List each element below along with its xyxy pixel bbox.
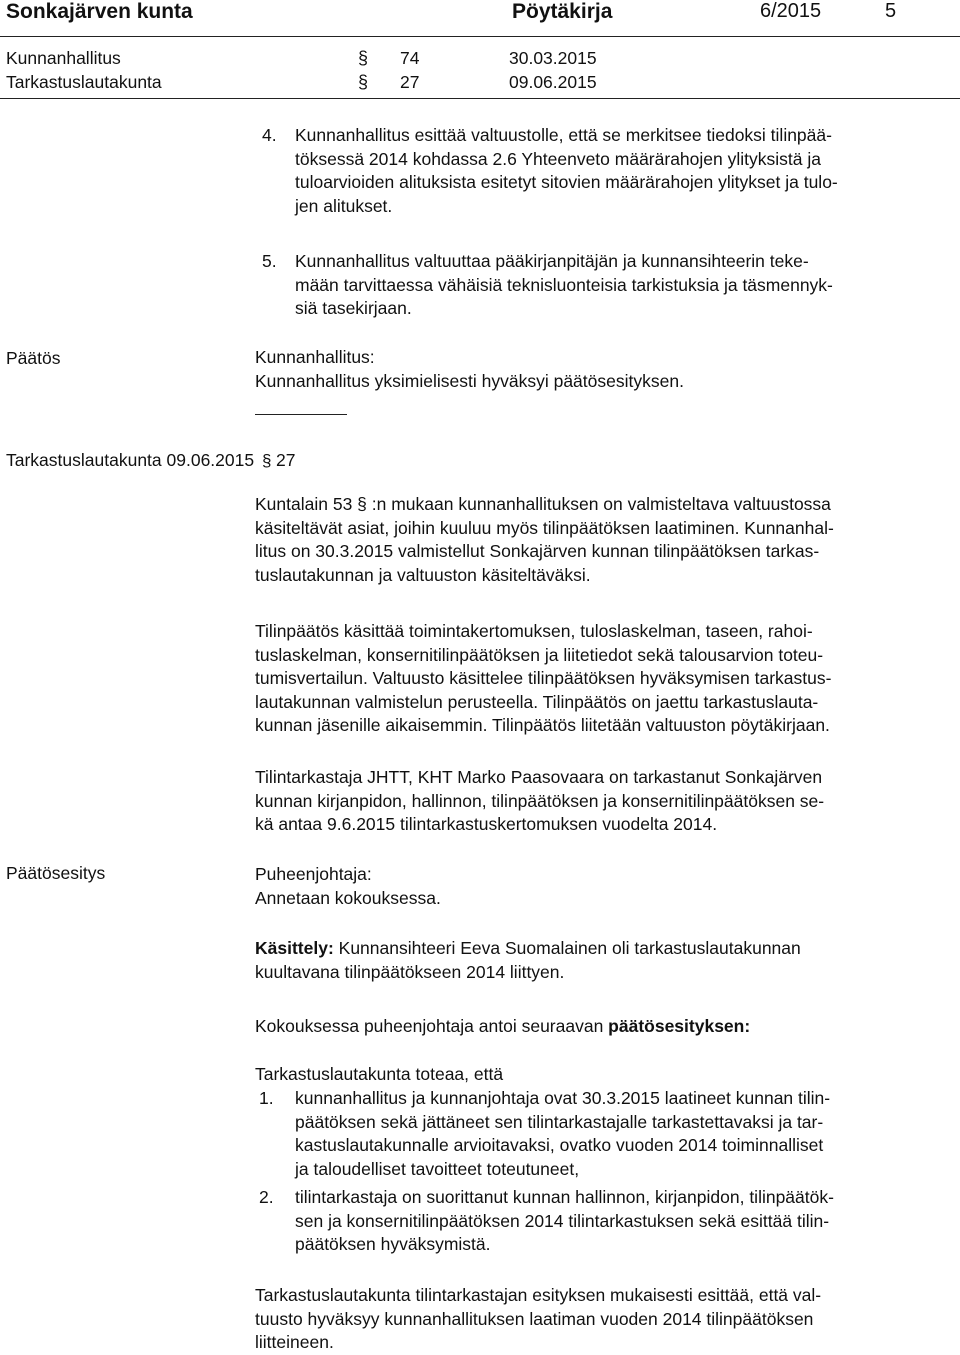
text-line: sen ja konsernitilinpäätöksen 2014 tilintarkastuksen sekä esittää tilin- <box>295 1210 830 1231</box>
text-line: kuultavana tilinpäätökseen 2014 liittyen. <box>255 961 565 982</box>
text-line: Kunnanhallitus: <box>255 347 375 367</box>
text-line: tuslautakunnan ja valtuuston käsiteltäväksi. <box>255 564 591 585</box>
header-row-num: 27 <box>400 72 420 92</box>
header-row-num: 74 <box>400 48 420 68</box>
text-line: Tilinpäätös käsittää toimintakertomuksen, tuloslaskelman, taseen, rahoi- <box>255 621 813 641</box>
list-item-number: 5. <box>262 251 277 271</box>
text-line: kunnan jäsenille aikaisemmin. Tilinpäätös liitetään valtuuston pöytäkirjaan. <box>255 715 830 735</box>
bold-text: päätösesityksen: <box>608 1016 751 1036</box>
section-marker <box>6 448 295 471</box>
organization-name: Sonkajärven kunta <box>6 0 193 23</box>
paragraph-tilintarkastaja <box>255 766 945 837</box>
text-line: päätöksen hyväksymistä. <box>295 1234 491 1254</box>
text-line: Kunnanhallitus valtuuttaa pääkirjanpitäjän ja kunnansihteerin teke- <box>295 251 809 271</box>
text-line: tumisvertailun. Valtuusto käsittelee tilinpäätöksen hyväksymisen tarkastus- <box>255 668 832 688</box>
header-row-body: Tarkastuslautakunta <box>6 72 162 92</box>
text-line: Tarkastuslautakunta toteaa, että <box>255 1064 504 1084</box>
header-row-date: 30.03.2015 <box>509 48 597 68</box>
section-marker-num: 27 <box>275 450 296 470</box>
short-rule <box>255 414 347 415</box>
text-line: Kokouksessa puheenjohtaja antoi seuraavan <box>255 1016 609 1036</box>
text-line: mään tarvittaessa vähäisiä teknisluonteisia tarkistuksia ja täsmennyk- <box>295 274 833 295</box>
list-item-number: 1. <box>259 1088 274 1108</box>
text-line: Kunnansihteeri Eeva Suomalainen oli tarkastuslautakunnan <box>333 938 801 958</box>
kasittely-label: Käsittely: <box>255 938 334 958</box>
text-line: Annetaan kokouksessa. <box>255 887 441 908</box>
text-line: päätöksen sekä jättäneet sen tilintarkastajalle tarkastettavaksi ja tar- <box>295 1111 824 1132</box>
label-paatos: Päätös <box>6 348 61 368</box>
section-sign-icon <box>262 451 273 469</box>
kokous-paragraph <box>255 1015 945 1039</box>
final-paragraph <box>255 1284 945 1355</box>
text-line: liitteineen. <box>255 1332 334 1352</box>
list-item-number: 2. <box>259 1187 274 1207</box>
paragraph-tilinpaatos <box>255 620 945 738</box>
header-row-body: Kunnanhallitus <box>6 48 121 68</box>
text-line: ja taloudelliset tavoitteet toteutuneet, <box>295 1158 580 1179</box>
svg-text:§: § <box>358 48 369 68</box>
paatosesitys-text <box>255 863 945 910</box>
text-line: Kunnanhallitus esittää valtuustolle, että se merkitsee tiedoksi tilinpää- <box>295 125 832 145</box>
text-line: siä tasekirjaan. <box>295 298 412 318</box>
section-sign-icon <box>357 47 371 69</box>
header-rule <box>0 36 960 37</box>
toteaa-line <box>255 1063 945 1087</box>
section-marker-text: Tarkastuslautakunta 09.06.2015 <box>6 450 255 470</box>
svg-text:§: § <box>261 451 272 469</box>
text-line: kastuslautakunnalle arvioitavaksi, ovatko vuoden 2014 toiminnalliset <box>295 1135 824 1155</box>
text-line: Tarkastuslautakunta tilintarkastajan esityksen mukaisesti esittää, että val- <box>255 1285 822 1305</box>
svg-text:§: § <box>358 72 369 92</box>
text-line: tilintarkastaja on suorittanut kunnan hallinnon, kirjanpidon, tilinpäätök- <box>295 1187 834 1207</box>
label-paatosesitys: Päätösesitys <box>6 863 106 883</box>
text-line: käsiteltävät asiat, joihin kuuluu myös tilinpäätöksen laatiminen. Kunnanhal- <box>255 517 834 538</box>
text-line: Kuntalain 53 § :n mukaan kunnanhallituksen on valmisteltava valtuustossa <box>255 494 831 514</box>
page-number: 5 <box>885 0 897 22</box>
text-line: Kunnanhallitus yksimielisesti hyväksyi päätösesityksen. <box>255 370 684 391</box>
document-type: Pöytäkirja <box>512 0 613 23</box>
paragraph-kuntalaki <box>255 493 945 587</box>
header-row-date: 09.06.2015 <box>509 72 597 92</box>
text-line: jen alitukset. <box>295 195 393 216</box>
paatos-text <box>255 346 945 393</box>
text-line: tuslaskelman, konsernitilinpäätöksen ja liitetiedot sekä talousarvion toteu- <box>255 644 824 665</box>
text-line: litus on 30.3.2015 valmistellut Sonkajärven kunnan tilinpäätöksen tarkas- <box>255 541 820 561</box>
text-line: tuloarvioiden alituksista esitetyt sitovien määrärahojen ylitykset ja tulo- <box>295 172 838 192</box>
text-line: kunnanhallitus ja kunnanjohtaja ovat 30.3.2015 laatineet kunnan tilin- <box>295 1088 831 1108</box>
text-line: kä antaa 9.6.2015 tilintarkastuskertomuksen vuodelta 2014. <box>255 814 718 834</box>
section-sign-icon <box>357 71 371 93</box>
text-line: Tilintarkastaja JHTT, KHT Marko Paasovaara on tarkastanut Sonkajärven <box>255 767 823 787</box>
list-item-number: 4. <box>262 125 277 145</box>
text-line: Puheenjohtaja: <box>255 864 372 884</box>
text-line: töksessä 2014 kohdassa 2.6 Yhteenveto määrärahojen ylityksistä ja <box>295 148 821 169</box>
text-line: tuusto hyväksyy kunnanhallituksen laatiman vuoden 2014 tilinpäätöksen <box>255 1308 814 1329</box>
text-line: kunnan kirjanpidon, hallinnon, tilinpäätöksen ja konsernitilinpäätöksen se- <box>255 790 825 811</box>
header-rule-bottom <box>0 98 960 99</box>
issue-number: 6/2015 <box>760 0 822 22</box>
kasittely-paragraph <box>255 937 945 984</box>
text-line: lautakunnan valmistelun perusteella. Tilinpäätös on jaettu tarkastuslauta- <box>255 691 819 712</box>
